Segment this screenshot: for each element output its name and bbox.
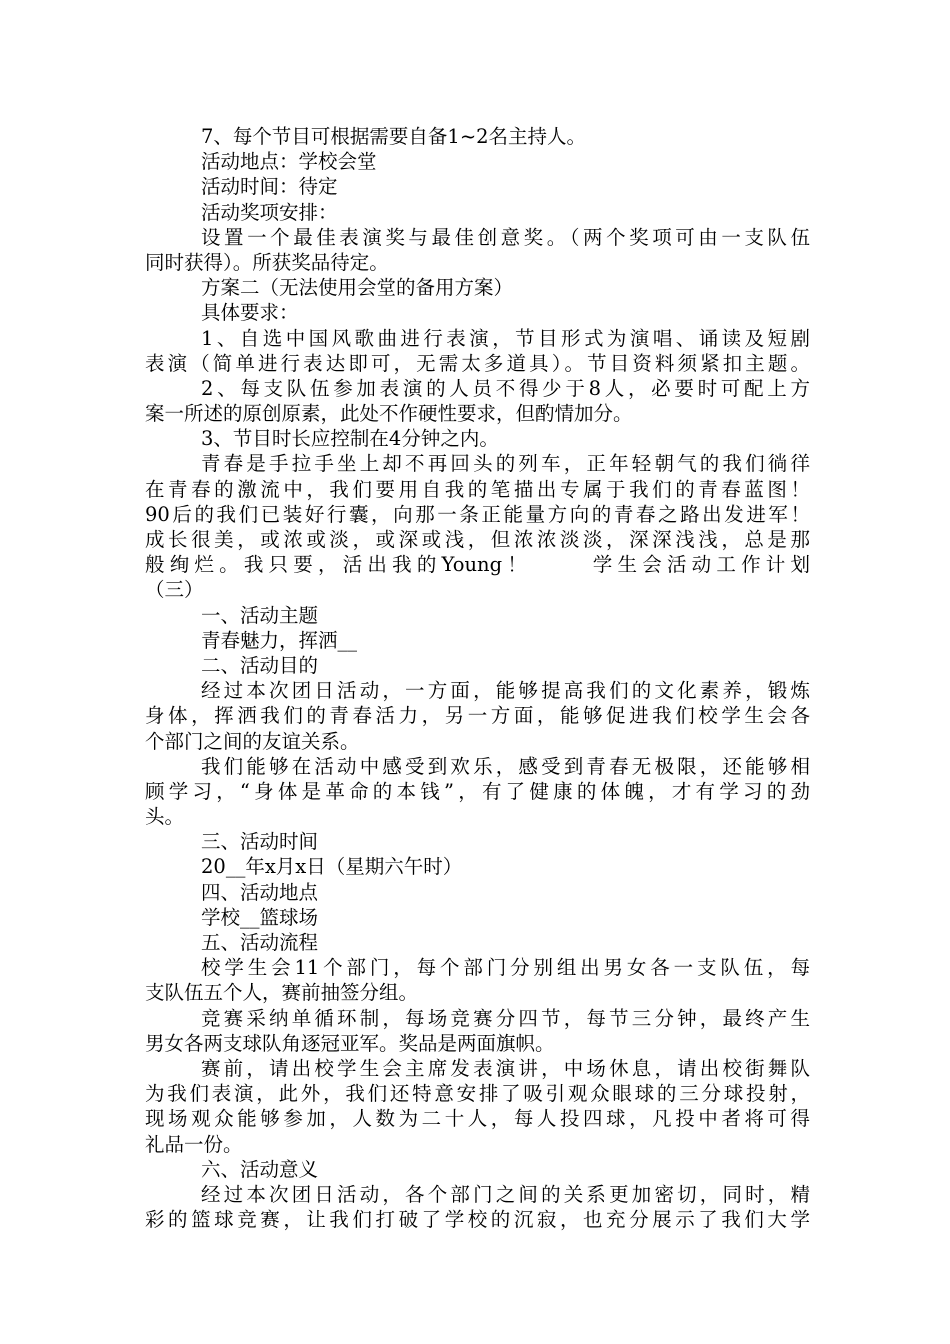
text-line: 成长很美，或浓或淡，或深或浅，但浓浓淡淡，深深浅浅，总是那: [145, 528, 810, 551]
document-body: [145, 124, 810, 1232]
text-line: 表演（简单进行表达即可，无需太多道具）。节目资料须紧扣主题。: [145, 351, 810, 375]
text-line: 头。: [145, 805, 185, 829]
text-line: 二、活动目的: [201, 653, 319, 677]
text-line: 活动奖项安排：: [201, 200, 338, 224]
text-line: 四、活动地点: [201, 880, 319, 904]
text-line: 顾学习，“身体是革命的本钱”，有了健康的体魄，才有学习的劲: [145, 779, 810, 803]
text-line: 2、每支队伍参加表演的人员不得少于8人，必要时可配上方: [201, 376, 810, 400]
text-line: 90后的我们已装好行囊，向那一条正能量方向的青春之路出发进军！: [145, 502, 810, 526]
text-line: 个部门之间的友谊关系。: [145, 729, 360, 753]
text-line: 为我们表演，此外，我们还特意安排了吸引观众眼球的三分球投射，: [145, 1082, 810, 1106]
text-line: 竞赛采纳单循环制，每场竞赛分四节，每节三分钟，最终产生: [201, 1006, 810, 1030]
text-line: 3、节目时长应控制在4分钟之内。: [201, 427, 499, 451]
text-line: 男女各两支球队角逐冠亚军。奖品是两面旗帜。: [145, 1031, 555, 1055]
text-line: 五、活动流程: [201, 931, 319, 954]
text-line: 彩的篮球竞赛，让我们打破了学校的沉寂，也充分展示了我们大学: [145, 1208, 810, 1232]
text-line: 方案二（无法使用会堂的备用方案）: [201, 276, 514, 300]
text-line: 赛前，请出校学生会主席发表演讲，中场休息，请出校街舞队: [201, 1056, 810, 1080]
text-line: 经过本次团日活动，一方面，能够提高我们的文化素养，锻炼: [201, 679, 810, 703]
text-line: 活动时间：待定: [201, 175, 338, 199]
text-line: 我们能够在活动中感受到欢乐，感受到青春无极限，还能够相: [201, 754, 810, 778]
text-line: 一、活动主题: [201, 603, 319, 627]
text-line: 学校__篮球场: [201, 905, 319, 929]
text-line: 校学生会11个部门，每个部门分别组出男女各一支队伍，每: [201, 956, 810, 980]
text-line: 现场观众能够参加，人数为二十人，每人投四球，凡投中者将可得: [145, 1107, 810, 1131]
text-line: 经过本次团日活动，各个部门之间的关系更加密切，同时，精: [201, 1182, 810, 1206]
text-line: 般绚烂。我只要，活出我的Young！ 学生会活动工作计划: [145, 553, 810, 577]
text-line: 青春魅力，挥洒__: [201, 628, 358, 652]
text-line: 身体，挥洒我们的青春活力，另一方面，能够促进我们校学生会各: [145, 704, 810, 728]
text-line: 7、每个节目可根据需要自备1~2名主持人。: [201, 125, 587, 148]
text-line: 同时获得）。所获奖品待定。: [145, 250, 389, 274]
text-line: 1、自选中国风歌曲进行表演，节目形式为演唱、诵读及短剧: [201, 326, 810, 350]
text-line: 具体要求：: [201, 301, 299, 325]
text-line: 支队伍五个人，赛前抽签分组。: [145, 981, 419, 1005]
text-line: 设置一个最佳表演奖与最佳创意奖。（两个奖项可由一支队伍: [201, 225, 810, 249]
text-line: 20__年x月x日（星期六午时）: [201, 855, 463, 879]
text-line: 活动地点：学校会堂: [201, 150, 377, 174]
text-line: 三、活动时间: [201, 830, 319, 854]
text-line: 六、活动意义: [201, 1157, 319, 1181]
text-line: （三）: [145, 578, 204, 602]
text-line: 青春是手拉手坐上却不再回头的列车，正年轻朝气的我们徜徉: [201, 452, 810, 476]
text-line: 在青春的激流中，我们要用自我的笔描出专属于我们的青春蓝图！: [145, 477, 810, 501]
text-line: 礼品一份。: [145, 1132, 243, 1156]
text-line: 案一所述的原创原素，此处不作硬性要求，但酌情加分。: [145, 402, 633, 426]
